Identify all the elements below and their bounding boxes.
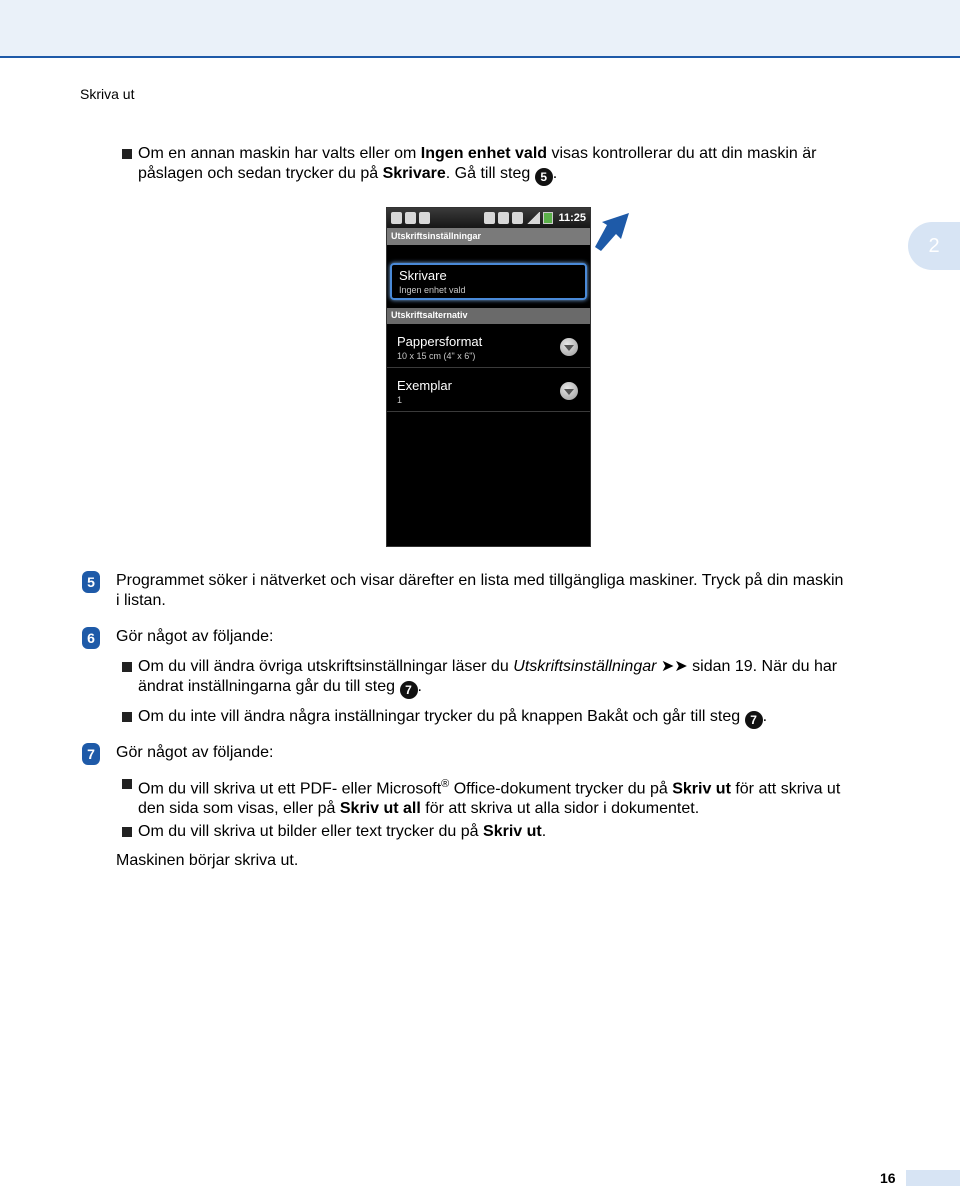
step-ref-icon: 7	[400, 681, 418, 699]
see-page-arrows-icon: ➤➤	[660, 658, 688, 675]
printer-select-item[interactable]	[390, 263, 587, 300]
step-ref-icon: 5	[535, 168, 553, 186]
printer-label: Skrivare	[399, 268, 447, 283]
page-number: 16	[880, 1170, 896, 1186]
step-number-badge: 5	[82, 571, 100, 593]
closing-text: Maskinen börjar skriva ut.	[116, 852, 299, 869]
intro-bullet: Om en annan maskin har valts eller om Ingen enhet vald visas kontrollerar du att din maskin är påslagen och sedan trycker du på Skrivare. Gå till steg 5 .	[122, 144, 817, 186]
wifi-icon	[512, 212, 523, 224]
step-ref-icon: 7	[745, 711, 763, 729]
clock: 11:25	[558, 212, 586, 224]
option-paper-size[interactable]: Pappersformat 10 x 15 cm (4" x 6")	[387, 324, 590, 368]
step-5: 5 Programmet söker i nätverket och visar därefter en lista med tillgängliga maskiner. Tryck på din maskin i listan.	[82, 571, 100, 593]
vibrate-icon	[498, 212, 509, 224]
pointer-arrow-icon	[593, 211, 633, 251]
step6-bullet-2: Om du inte vill ändra några inställningar trycker du på knappen Bakåt och går till steg 7 .	[122, 707, 767, 729]
section-title: Skriva ut	[80, 86, 135, 102]
dropdown-arrow-icon[interactable]	[560, 382, 578, 400]
footer-bar	[906, 1170, 960, 1186]
bluetooth-icon	[484, 212, 495, 224]
bullet-square-icon	[122, 712, 132, 722]
usb-icon	[419, 212, 430, 224]
header-band	[0, 0, 960, 58]
bullet-square-icon	[122, 827, 132, 837]
android-icon	[405, 212, 416, 224]
step-7: 7 Gör något av följande:	[82, 743, 100, 765]
step7-bullet-2: Om du vill skriva ut bilder eller text trycker du på Skriv ut.	[122, 822, 546, 842]
download-icon	[391, 212, 402, 224]
battery-icon	[543, 212, 553, 224]
step-number-badge: 6	[82, 627, 100, 649]
bullet-square-icon	[122, 779, 132, 789]
step6-bullet-1: Om du vill ändra övriga utskriftsinställningar läser du Utskriftsinställningar ➤➤ sidan 19. När du har ändrat inställningarna går du till steg 7 .	[122, 657, 837, 699]
bullet-square-icon	[122, 662, 132, 672]
step7-bullet-1: Om du vill skriva ut ett PDF- eller Microsoft® Office-dokument trycker du på Skriv ut för att skriva ut den sida som visas, eller på Skriv ut all för att skriva ut alla sidor i dokumentet.	[122, 774, 840, 819]
signal-icon	[526, 212, 540, 224]
printer-value: Ingen enhet vald	[399, 285, 466, 295]
screen-title: Utskriftsinställningar	[387, 228, 590, 245]
dropdown-arrow-icon[interactable]	[560, 338, 578, 356]
chapter-tab: 2	[908, 222, 960, 270]
status-bar	[387, 208, 590, 228]
phone-screenshot	[386, 207, 591, 547]
step-number-badge: 7	[82, 743, 100, 765]
bullet-square-icon	[122, 149, 132, 159]
option-copies[interactable]: Exemplar 1	[387, 368, 590, 412]
options-section-header: Utskriftsalternativ	[387, 308, 590, 324]
step-6: 6 Gör något av följande:	[82, 627, 100, 649]
